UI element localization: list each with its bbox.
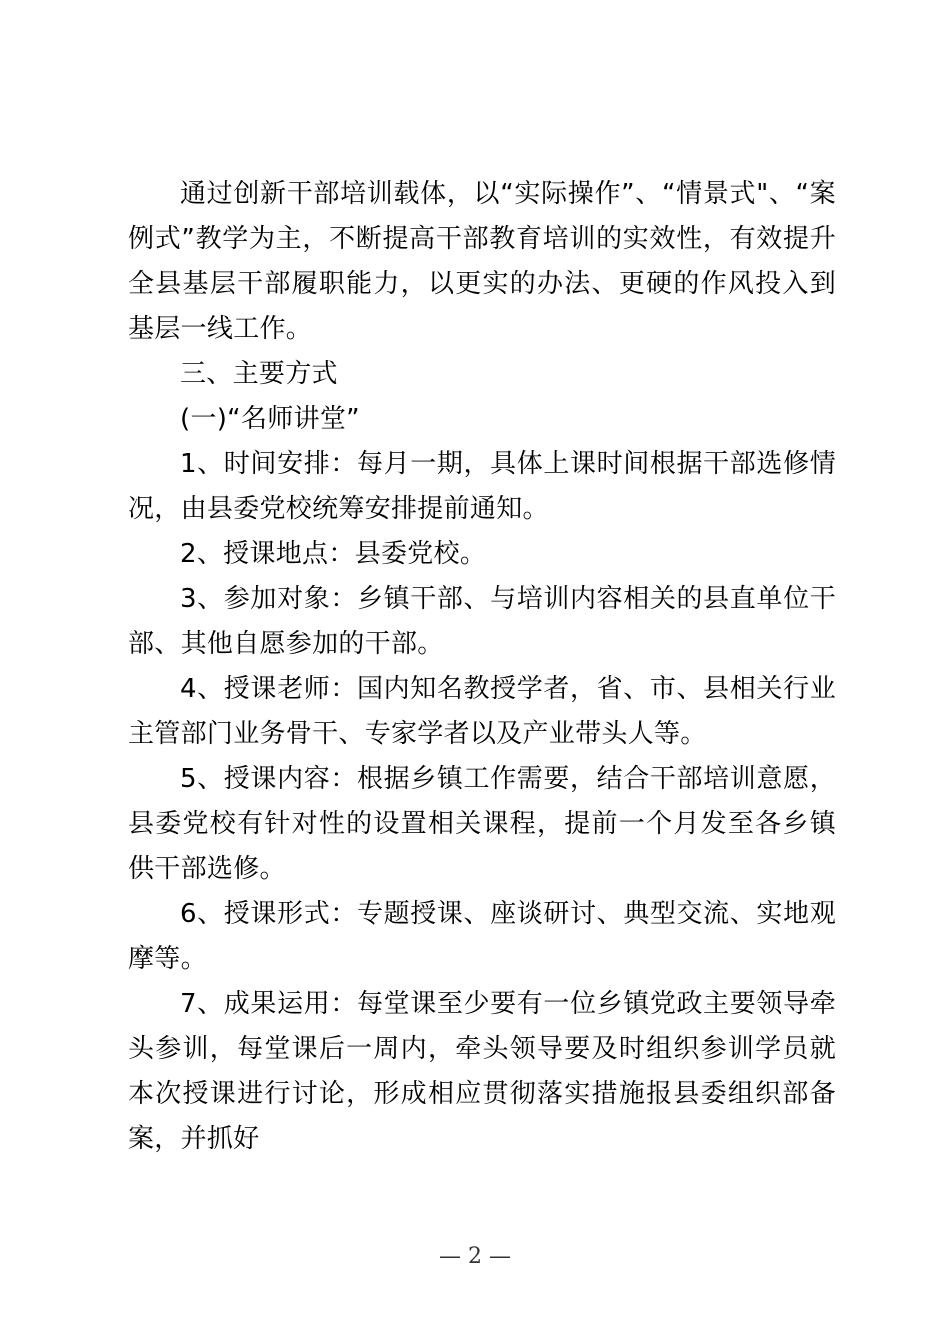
- document-body: [128, 172, 836, 1162]
- subsection-heading-famous-teacher-lecture: (一)“名师讲堂”: [180, 404, 360, 434]
- section-heading-main-methods: 三、主要方式: [180, 359, 338, 389]
- paragraph-item-3-participants: 3、参加对象：乡镇干部、与培训内容相关的县直单位干部、其他自愿参加的干部。: [128, 584, 836, 659]
- paragraph-intro: 通过创新干部培训载体，以“实际操作”、“情景式"、“案例式”教学为主，不断提高干部教育培训的实效性，有效提升全县基层干部履职能力，以更实的办法、更硬的作风投入到基层一线工作。: [128, 179, 836, 344]
- paragraph-item-2-location: 2、授课地点：县委党校。: [180, 539, 487, 569]
- paragraph-item-5-content: 5、授课内容：根据乡镇工作需要，结合干部培训意愿，县委党校有针对性的设置相关课程，提前一个月发至各乡镇供干部选修。: [128, 764, 836, 884]
- page-number: — 2 —: [439, 1244, 511, 1269]
- paragraph-item-4-teachers: 4、授课老师：国内知名教授学者，省、市、县相关行业主管部门业务骨干、专家学者以及产业带头人等。: [128, 674, 836, 749]
- paragraph-item-6-format: 6、授课形式：专题授课、座谈研讨、典型交流、实地观摩等。: [128, 899, 836, 974]
- paragraph-item-7-results: 7、成果运用：每堂课至少要有一位乡镇党政主要领导牵头参训，每堂课后一周内，牵头领导要及时组织参训学员就本次授课进行讨论，形成相应贯彻落实措施报县委组织部备案，并抓好: [128, 989, 836, 1154]
- paragraph-item-1-schedule: 1、时间安排：每月一期，具体上课时间根据干部选修情况，由县委党校统筹安排提前通知。: [128, 449, 836, 524]
